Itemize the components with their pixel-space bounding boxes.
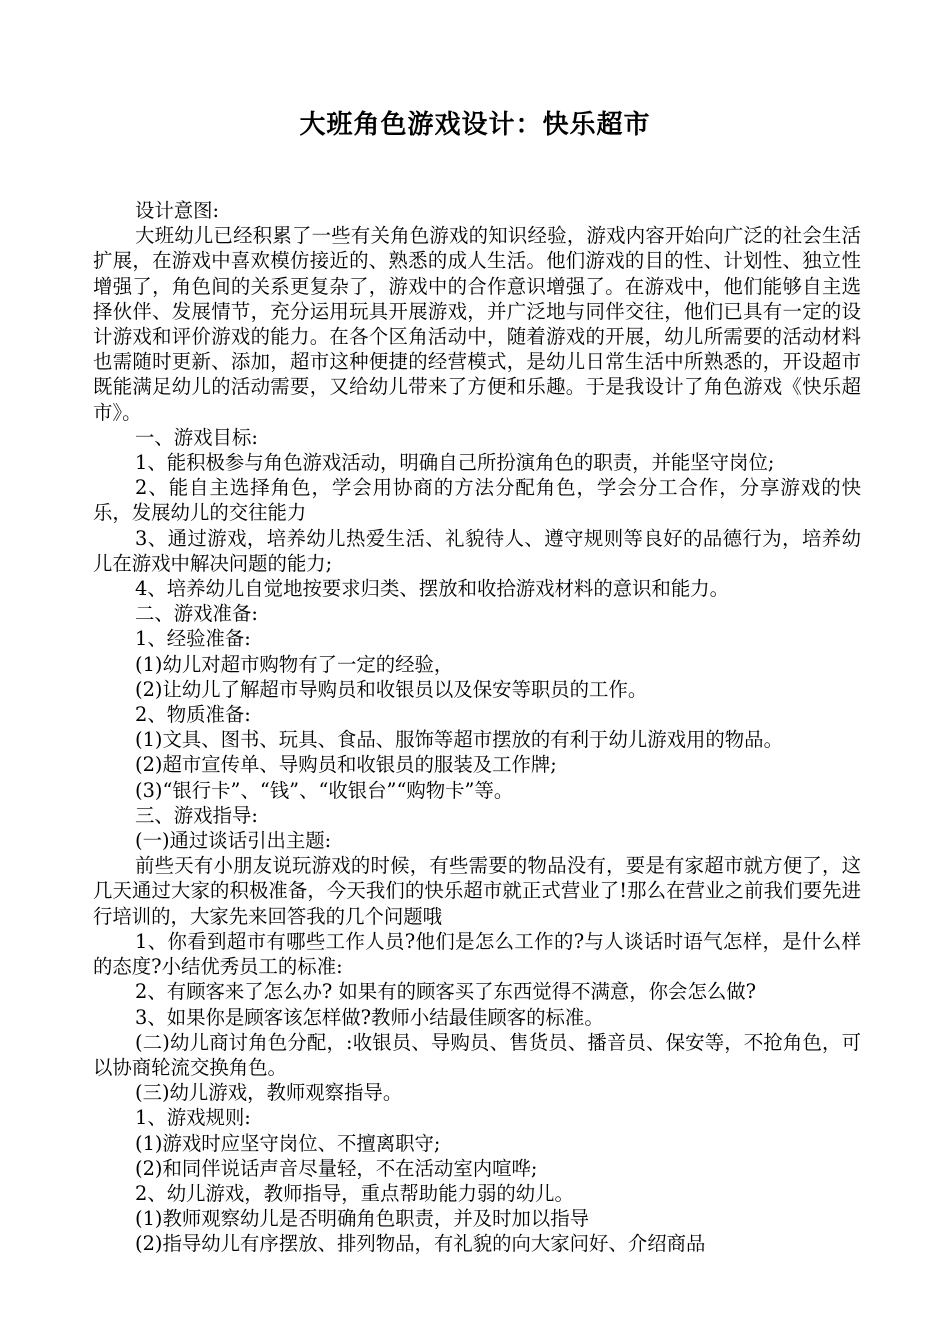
paragraph: 2、幼儿游戏，教师指导，重点帮助能力弱的幼儿。	[135, 1181, 574, 1205]
document-body	[93, 198, 861, 1257]
paragraph: (2)指导幼儿有序摆放、排列物品，有礼貌的向大家问好、介绍商品	[135, 1232, 706, 1256]
document-title: 大班角色游戏设计：快乐超市	[299, 110, 651, 140]
paragraph: 二、游戏准备:	[135, 602, 258, 626]
paragraph: 3、通过游戏，培养幼儿热爱生活、礼貌待人、遵守规则等良好的品德行为，培养幼儿在游戏中解决问题的能力;	[93, 526, 861, 575]
paragraph: (1)教师观察幼儿是否明确角色职责，并及时加以指导	[135, 1207, 590, 1231]
paragraph: 1、能积极参与角色游戏活动，明确自己所扮演角色的职责，并能坚守岗位;	[135, 451, 775, 475]
paragraph: (1)游戏时应坚守岗位、不擅离职守;	[135, 1131, 441, 1155]
paragraph: 2、能自主选择角色，学会用协商的方法分配角色，学会分工合作，分享游戏的快乐，发展幼儿的交往能力	[93, 476, 861, 525]
paragraph: (2)让幼儿了解超市导购员和收银员以及保安等职员的工作。	[135, 677, 648, 701]
paragraph: (一)通过谈话引出主题:	[135, 829, 332, 853]
paragraph: 1、你看到超市有哪些工作人员?他们是怎么工作的?与人谈话时语气怎样，是什么样的态度?小结优秀员工的标准:	[93, 929, 861, 979]
paragraph: 2、有顾客来了怎么办? 如果有的顾客买了东西觉得不满意，你会怎么做?	[135, 980, 757, 1004]
paragraph: 大班幼儿已经积累了一些有关角色游戏的知识经验，游戏内容开始向广泛的社会生活扩展，在游戏中喜欢模仿接近的、熟悉的成人生活。他们游戏的目的性、计划性、独立性增强了，角色间的关系更复杂了，游戏中的合作意识增强了。在游戏中，他们能够自主选择伙伴、发展情节，充分运用玩具开展游戏，并广泛地与同伴交往，他们已具有一定的设计游戏和评价游戏的能力。在各个区角活动中，随着游戏的开展，幼儿所需要的活动材料也需随时更新、添加，超市这种便捷的经营模式，是幼儿日常生活中所熟悉的，开设超市既能满足幼儿的活动需要，又给幼儿带来了方便和乐趣。于是我设计了角色游戏《快乐超市》。	[93, 224, 861, 424]
paragraph: 前些天有小朋友说玩游戏的时候，有些需要的物品没有，要是有家超市就方便了，这几天通过大家的积极准备，今天我们的快乐超市就正式营业了!那么在营业之前我们要先进行培训的，大家先来回答我的几个问题哦	[93, 854, 861, 928]
paragraph: 1、经验准备:	[135, 627, 251, 651]
paragraph: (2)超市宣传单、导购员和收银员的服装及工作牌;	[135, 753, 557, 777]
paragraph: 一、游戏目标:	[135, 425, 258, 449]
paragraph: 4、培养幼儿自觉地按要求归类、摆放和收拾游戏材料的意识和能力。	[135, 577, 730, 601]
paragraph: (1)幼儿对超市购物有了一定的经验，	[135, 652, 454, 676]
paragraph: (三)幼儿游戏，教师观察指导。	[135, 1081, 403, 1105]
paragraph: 2、物质准备:	[135, 703, 251, 727]
paragraph: 1、游戏规则:	[135, 1106, 251, 1130]
paragraph: (2)和同伴说话声音尽量轻，不在活动室内喧哗;	[135, 1156, 538, 1180]
paragraph: (3)“银行卡”、“钱”、“收银台”“购物卡”等。	[135, 778, 514, 802]
paragraph: 三、游戏指导:	[135, 803, 258, 827]
paragraph: 3、如果你是顾客该怎样做?教师小结最佳顾客的标准。	[135, 1005, 604, 1029]
paragraph: 设计意图:	[135, 199, 220, 222]
paragraph: (二)幼儿商讨角色分配，:收银员、导购员、售货员、播音员、保安等，不抢角色，可以协商轮流交换角色。	[93, 1030, 861, 1079]
paragraph: (1)文具、图书、玩具、食品、服饰等超市摆放的有利于幼儿游戏用的物品。	[135, 728, 783, 752]
